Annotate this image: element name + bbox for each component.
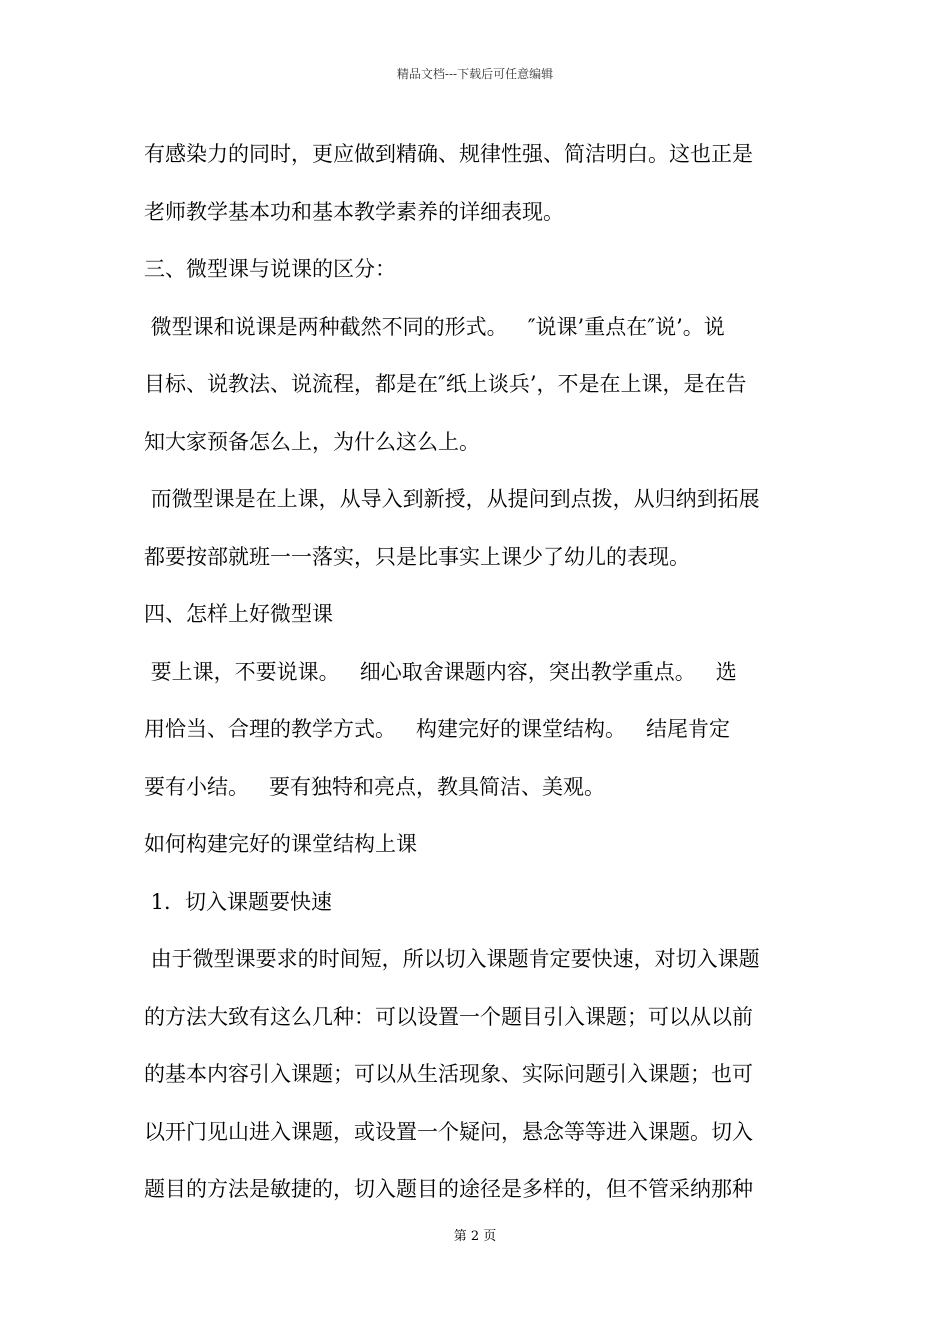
page-number: 第 2 页	[453, 1229, 497, 1244]
text-line: 由于微型课要求的时间短，所以切入课题肯定要快速，对切入课题	[144, 947, 760, 971]
text-line: 有感染力的同时，更应做到精确、规律性强、简洁明白。这也正是	[144, 142, 753, 166]
text-line: 而微型课是在上课，从导入到新授，从提问到点拨，从归纳到拓展	[144, 487, 760, 511]
page-header: 精品文档---下载后可任意编辑	[396, 67, 554, 81]
text-line: 知大家预备怎么上，为什么这么上。	[144, 429, 480, 454]
text-line: 的方法大致有这么几种：可以设置一个题目引入课题；可以从以前	[144, 1004, 753, 1029]
numbered-heading: 1．切入课题要快速	[144, 889, 333, 914]
section-heading: 四、怎样上好微型课	[144, 602, 333, 626]
text-line: 目标、说教法、说流程，都是在″纸上谈兵’，不是在上课，是在告	[144, 372, 747, 396]
text-line: 以开门见山进入课题，或设置一个疑问，悬念等等进入课题。切入	[144, 1119, 753, 1144]
section-heading: 三、微型课与说课的区分：	[144, 257, 396, 281]
text-line: 微型课和说课是两种截然不同的形式。 ″说课’重点在″说’。说	[144, 314, 725, 339]
subsection-heading: 如何构建完好的课堂结构上课	[144, 832, 417, 856]
text-line: 题目的方法是敏捷的，切入题目的途径是多样的，但不管采纳那种	[144, 1177, 753, 1201]
text-line: 都要按部就班一一落实，只是比事实上课少了幼儿的表现。	[144, 544, 690, 569]
text-line: 老师教学基本功和基本教学素养的详细表现。	[144, 199, 564, 224]
text-line: 要上课，不要说课。 细心取舍课题内容，突出教学重点。 选	[144, 659, 737, 684]
document-body	[144, 126, 808, 1219]
text-line: 用恰当、合理的教学方式。 构建完好的课堂结构。 结尾肯定	[144, 717, 731, 741]
text-line: 的基本内容引入课题；可以从生活现象、实际问题引入课题；也可	[144, 1062, 753, 1086]
text-line: 要有小结。 要有独特和亮点，教具简洁、美观。	[144, 774, 606, 799]
